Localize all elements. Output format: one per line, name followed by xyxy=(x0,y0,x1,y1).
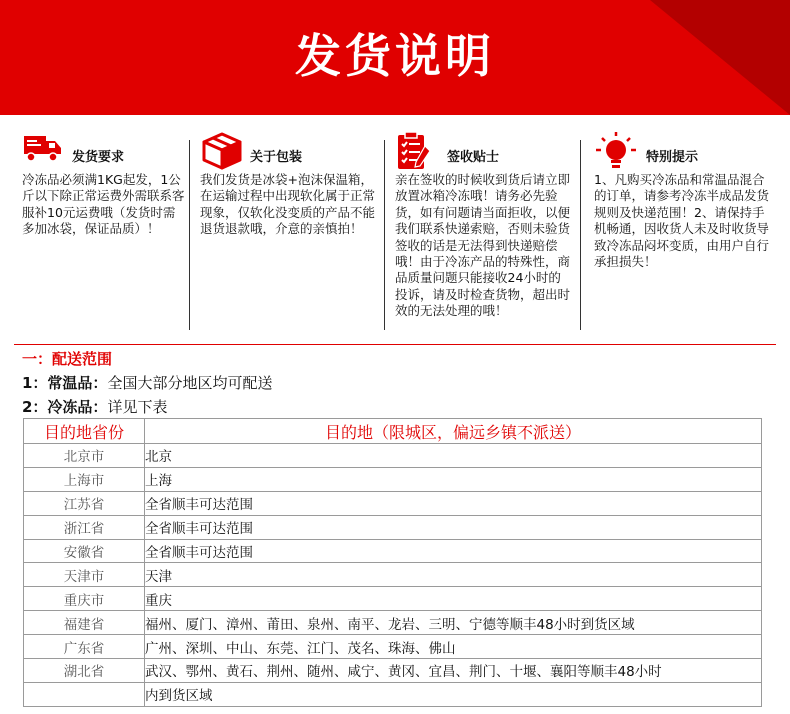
table-row xyxy=(24,444,762,468)
table-row xyxy=(24,563,762,587)
info-column-shipping xyxy=(22,128,187,328)
column-title: 关于包装 xyxy=(250,150,303,165)
table-row xyxy=(24,611,762,635)
column-divider xyxy=(580,140,581,330)
info-column-special-notice xyxy=(594,128,770,328)
province-cell: 江苏省 xyxy=(24,491,145,515)
header-destination: 目的地（限城区，偏远乡镇不派送） xyxy=(145,419,762,444)
destination-cell: 重庆 xyxy=(145,587,762,611)
destination-cell: 上海 xyxy=(145,467,762,491)
table-row xyxy=(24,539,762,563)
column-text: 冷冻品必须满1KG起发，1公斤以下除正常运费外需联系客服补10元运费哦（发货时需多加冰袋，保证品质）！ xyxy=(22,172,185,237)
page-title: 发货说明 xyxy=(295,29,495,83)
province-cell: 福建省 xyxy=(24,611,145,635)
delivery-range-table xyxy=(23,418,762,707)
column-title: 签收贴士 xyxy=(447,150,500,165)
frozen-goods-line xyxy=(22,396,167,417)
table-row xyxy=(24,635,762,659)
destination-cell: 全省顺丰可达范围 xyxy=(145,491,762,515)
destination-cell: 武汉、鄂州、黄石、荆州、随州、咸宁、黄冈、宜昌、荆门、十堰、襄阳等顺丰48小时 xyxy=(145,659,762,683)
province-cell: 北京市 xyxy=(24,444,145,468)
frozen-goods-text: 详见下表 xyxy=(107,398,168,416)
table-row xyxy=(24,467,762,491)
frozen-goods-label: 2：冷冻品： xyxy=(22,398,108,416)
info-column-receiving xyxy=(395,128,573,328)
column-text: 1、凡购买冷冻品和常温品混合的订单，请参考冷冻半成品发货规则及快递范围！2、请保持手机畅通，因收货人未及时收货导致冷冻品闷坏变质，由用户自行承担损失！ xyxy=(594,172,770,270)
table-row xyxy=(24,682,762,706)
province-cell xyxy=(24,682,145,706)
province-cell: 天津市 xyxy=(24,563,145,587)
normal-goods-line xyxy=(22,372,272,393)
lightbulb-icon xyxy=(594,130,638,176)
header-banner xyxy=(0,0,790,115)
province-cell: 上海市 xyxy=(24,467,145,491)
table-header-row xyxy=(24,419,762,444)
package-box-icon xyxy=(200,130,244,174)
info-column-packaging xyxy=(200,128,376,328)
table-row xyxy=(24,659,762,683)
column-divider xyxy=(189,140,190,330)
column-title: 发货要求 xyxy=(72,150,125,165)
checklist-clipboard-icon xyxy=(395,130,433,176)
column-title: 特别提示 xyxy=(646,150,699,165)
province-cell: 广东省 xyxy=(24,635,145,659)
province-cell: 安徽省 xyxy=(24,539,145,563)
destination-cell: 内到货区域 xyxy=(145,682,762,706)
table-row xyxy=(24,515,762,539)
destination-cell: 全省顺丰可达范围 xyxy=(145,539,762,563)
normal-goods-label: 1：常温品： xyxy=(22,374,108,392)
table-row xyxy=(24,491,762,515)
destination-cell: 全省顺丰可达范围 xyxy=(145,515,762,539)
destination-cell: 广州、深圳、中山、东莞、江门、茂名、珠海、佛山 xyxy=(145,635,762,659)
destination-cell: 天津 xyxy=(145,563,762,587)
column-text: 我们发货是冰袋+泡沫保温箱，在运输过程中出现软化属于正常现象，仅软化没变质的产品不能退货退款哦，介意的亲慎拍！ xyxy=(200,172,376,237)
section-title: 一：配送范围 xyxy=(22,350,113,368)
province-cell: 浙江省 xyxy=(24,515,145,539)
normal-goods-text: 全国大部分地区均可配送 xyxy=(107,374,273,392)
province-cell: 重庆市 xyxy=(24,587,145,611)
section-divider xyxy=(14,344,776,345)
province-cell: 湖北省 xyxy=(24,659,145,683)
destination-cell: 福州、厦门、漳州、莆田、泉州、南平、龙岩、三明、宁德等顺丰48小时到货区域 xyxy=(145,611,762,635)
table-row xyxy=(24,587,762,611)
delivery-truck-icon xyxy=(22,130,64,168)
header-province: 目的地省份 xyxy=(24,419,145,444)
column-text: 亲在签收的时候收到货后请立即放置冰箱冷冻哦！请务必先验货，如有问题请当面拒收，以便我们联系快递索赔，否则未验货签收的话是无法得到快递赔偿哦！由于冷冻产品的特殊性，商品质量问题只能接收24小时的投诉，请及时检查货物，超出时效的无法处理的哦！ xyxy=(395,172,571,319)
column-divider xyxy=(384,140,385,330)
destination-cell: 北京 xyxy=(145,444,762,468)
